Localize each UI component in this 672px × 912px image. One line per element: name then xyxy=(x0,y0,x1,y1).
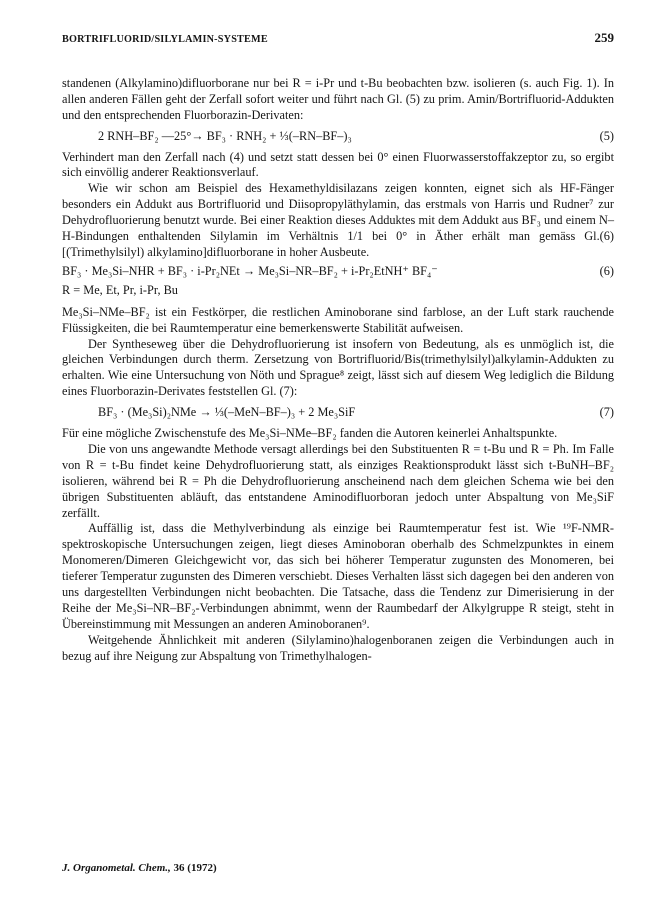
paragraph-5: Der Syntheseweg über die Dehydrofluorierung ist insofern von Bedeutung, als es unmöglich ist, die gleichen Verbindungen durch therm. Zersetzung von Bortrifluorid/Bis(trimethylsilyl)alkylamin-Addukten zu erhalten. Wie eine Untersuchung von Nöth und Sprague⁸ zeigt, lässt sich auf diesem Weg lediglich die Bildung eines Fluorborazin-Derivates feststellen Gl. (7): xyxy=(62,336,614,399)
journal-volume-year: 36 (1972) xyxy=(173,862,217,874)
equation-7-formula: BF₃ · (Me₃Si)₂NMe → ⅓(–MeN–BF–)₃ + 2 Me₃SiF xyxy=(98,405,356,420)
paragraph-9: Weitgehende Ähnlichkeit mit anderen (Silylamino)halogenboranen zeigen die Verbindungen auch in bezug auf ihre Neigung zur Abspaltung von Trimethylhalogen- xyxy=(62,632,614,663)
paragraph-2: Verhindert man den Zerfall nach (4) und setzt statt dessen bei 0° einen Fluorwasserstoffakzeptor zu, so ergibt sich einvöllig anderer Reaktionsverlauf. xyxy=(62,149,614,180)
equation-7 xyxy=(62,405,614,421)
paper-page xyxy=(62,30,614,665)
paragraph-7: Die von uns angewandte Methode versagt allerdings bei den Substituenten R = t-Bu und R = Ph. Im Falle von R = t-Bu findet keine Dehydrofluorierung statt, als einziges Reaktionsprodukt lässt sich t-BuNH–BF₂ isolieren, während bei R = Ph die Dehydrofluorierung anscheinend nach dem gleichen Schema wie bei den übrigen Substituenten abläuft, das entstandene Aminodifluorboran jedoch unter Abspaltung von Me₃SiF zerfällt. xyxy=(62,441,614,520)
page-footer xyxy=(62,862,217,874)
journal-citation: J. Organometal. Chem., xyxy=(62,862,171,874)
equation-5-number: (5) xyxy=(599,128,614,143)
page-number: 259 xyxy=(594,30,614,45)
paragraph-6: Für eine mögliche Zwischenstufe des Me₃Si–NMe–BF₂ fanden die Autoren keinerlei Anhaltspunkte. xyxy=(62,426,558,441)
equation-5-formula: 2 RNH–BF₂ —25°→ BF₃ · RNH₂ + ⅓(–RN–BF–)₃ xyxy=(98,128,352,143)
equation-7-number: (7) xyxy=(599,405,614,420)
paragraph-3: Wie wir schon am Beispiel des Hexamethyldisilazans zeigen konnten, eignet sich als HF-Fänger besonders ein Addukt aus Bortrifluorid und Diisopropyläthylamin, das erstmals von Harris und Rudner⁷ zur Dehydrofluorierung benutzt wurde. Bei einer Reaktion dieses Adduktes mit dem Addukt aus BF₃ und einem N–H-Bindungen enthaltenden Silylamin im Verhältnis 1/1 bei 0° in Äther erhält man gemäss Gl.(6) [(Trimethylsilyl) alkylamino]difluorborane in hoher Ausbeute. xyxy=(62,181,614,259)
equation-6-number: (6) xyxy=(599,263,614,278)
equation-5 xyxy=(62,129,614,145)
equation-6-substituents: R = Me, Et, Pr, i-Pr, Bu xyxy=(62,282,178,297)
equation-6-formula: BF₃ · Me₃Si–NHR + BF₃ · i-Pr₂NEt → Me₃Si–NR–BF₂ + i-Pr₂EtNH⁺ BF₄⁻ xyxy=(62,263,438,278)
paragraph-1: standenen (Alkylamino)difluorborane nur bei R = i-Pr und t-Bu beobachten bzw. isolieren (s. auch Fig. 1). In allen anderen Fällen geht der Zerfall sofort weiter und führt nach Gl. (5) zu prim. Amin/Bortrifluorid-Addukten und den entsprechenden Fluorborazin-Derivaten: xyxy=(62,75,614,122)
running-head: BORTRIFLUORID/SILYLAMIN-SYSTEME xyxy=(62,34,268,45)
page-header xyxy=(62,30,614,48)
paragraph-4: Me₃Si–NMe–BF₂ ist ein Festkörper, die restlichen Aminoborane sind farblose, an der Luft stark rauchende Flüssigkeiten, die bei Raumtemperatur eine bemerkenswerte Stabilität aufweisen. xyxy=(62,304,614,335)
equation-6 xyxy=(62,264,614,280)
paragraph-8: Auffällig ist, dass die Methylverbindung als einzige bei Raumtemperatur fest ist. Wie ¹⁹F-NMR-spektroskopische Untersuchungen zeigen, liegt dieses Aminoboran oberhalb des Schmelzpunktes in einem Monomeren/Dimeren Gleichgewicht vor, das sich bei höherer Temperatur zugunsten des Monomeren, bei tieferer Temperatur zugunsten des Dimeren verschiebt. Dieses Verhalten lässt sich dagegen bei den anderen von uns dargestellten Verbindungen nicht beobachten. Die Tatsache, dass die Tendenz zur Dimerisierung in der Reihe der Me₃Si–NR–BF₂-Verbindungen abnimmt, wenn der Raumbedarf der Alkylgruppe R steigt, steht in Übereinstimmung mit Messungen an anderen Aminoboranen⁹. xyxy=(62,521,614,631)
